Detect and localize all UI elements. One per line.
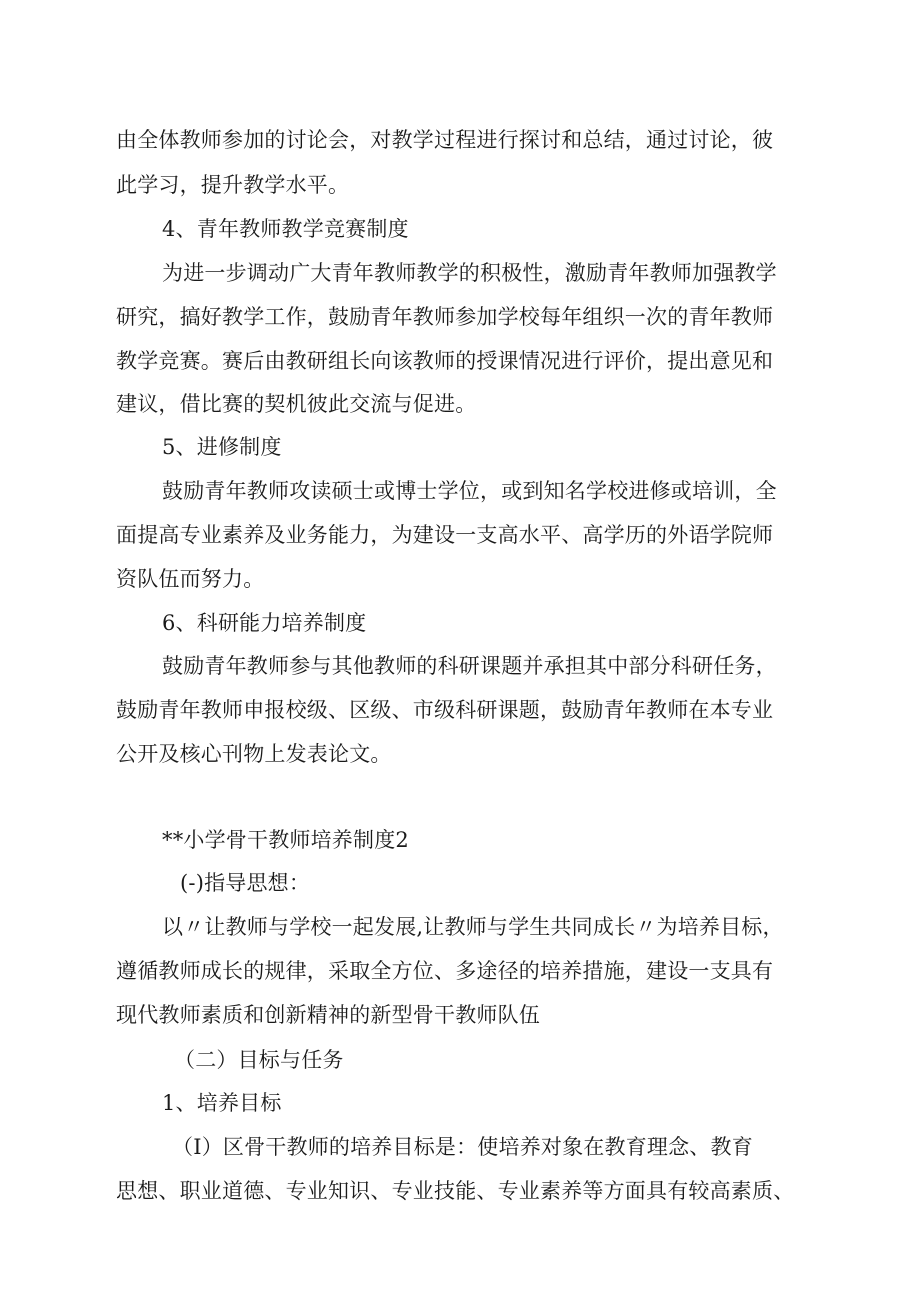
body-text-line: 为进一步调动广大青年教师教学的积极性，激励青年教师加强教学 (162, 261, 777, 285)
section-heading: （二）目标与任务 (174, 1048, 344, 1072)
section-heading: 1、培养目标 (162, 1091, 282, 1115)
section-heading: 6、科研能力培养制度 (162, 611, 367, 635)
body-text-line: 此学习，提升教学水平。 (116, 173, 350, 197)
section-heading: 5、进修制度 (162, 435, 282, 459)
body-text-line: 教学竞赛。赛后由教研组长向该教师的授课情况进行评价，提出意见和 (116, 349, 774, 373)
body-text-line: 以〃让教师与学校一起发展,让教师与学生共同成长〃为培养目标， (162, 915, 784, 939)
body-text-line: 面提高专业素养及业务能力，为建设一支高水平、高学历的外语学院师 (116, 523, 774, 547)
body-text-line: 由全体教师参加的讨论会，对教学过程进行探讨和总结，通过讨论，彼 (116, 128, 774, 152)
section-heading: (-)指导思想： (180, 871, 311, 895)
section-heading: 4、青年教师教学竞赛制度 (162, 217, 409, 241)
body-text-line: 现代教师素质和创新精神的新型骨干教师队伍 (116, 1003, 540, 1027)
body-text-line: 鼓励青年教师参与其他教师的科研课题并承担其中部分科研任务， (162, 654, 777, 678)
body-text-line: 鼓励青年教师申报校级、区级、市级科研课题，鼓励青年教师在本专业 (116, 698, 774, 722)
document-title: **小学骨干教师培养制度2 (162, 828, 409, 852)
body-text-line: 思想、职业道德、专业知识、专业技能、专业素养等方面具有较高素质、 (116, 1179, 795, 1203)
body-text-line: 鼓励青年教师攻读硕士或博士学位，或到知名学校进修或培训，全 (162, 479, 777, 503)
body-text-line: 公开及核心刊物上发表论文。 (116, 742, 392, 766)
body-text-line: 研究，搞好教学工作，鼓励青年教师参加学校每年组织一次的青年教师 (116, 305, 774, 329)
body-text-line: 资队伍而努力。 (116, 567, 265, 591)
body-text-line: 建议，借比赛的契机彼此交流与促进。 (116, 392, 477, 416)
body-text-line: （I）区骨干教师的培养目标是：使培养对象在教育理念、教育 (172, 1135, 753, 1159)
body-text-line: 遵循教师成长的规律，采取全方位、多途径的培养措施，建设一支具有 (116, 959, 774, 983)
